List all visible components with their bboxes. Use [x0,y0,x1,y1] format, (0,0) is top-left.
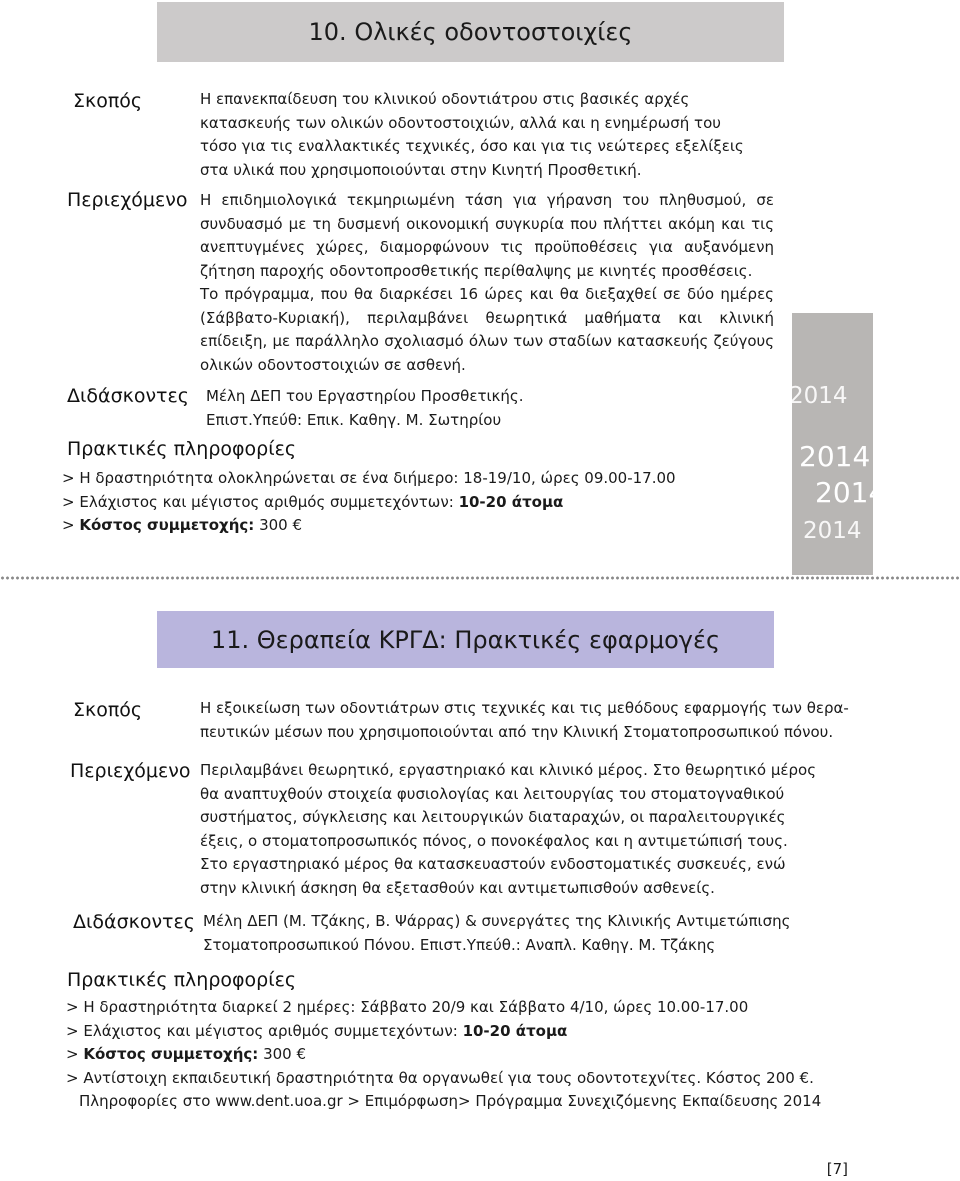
section-11-title: 11. Θεραπεία ΚΡΓΔ: Πρακτικές εφαρμογές [210,625,721,654]
text-line: στην κλινική άσκηση θα εξετασθούν και αντιμετωπισθούν ασθενείς. [200,878,715,897]
text-line: συστήματος, σύγκλεισης και λειτουργικών διαταραχών, οι παραλειτουργικές [200,808,786,826]
section-11-title-banner [157,611,774,668]
text-line: θα αναπτυχθούν στοιχεία φυσιολογίας και λειτουργίας του στοματογναθικού [200,784,785,803]
text-line: Η εξοικείωση των οδοντιάτρων στις τεχνικές και τις μεθόδους εφαρμογής των θερα- [200,699,849,717]
section-10-content-text [200,189,774,377]
section-10-scope-label: Σκοπός [73,90,143,112]
text-line: Μέλη ΔΕΠ του Εργαστηρίου Προσθετικής. [206,387,524,405]
section-11-content-label: Περιεχόμενο [70,760,191,782]
section-11-content-text [200,759,840,900]
section-11-practical-label: Πρακτικές πληροφορίες [67,969,297,991]
text-line: κατασκευής των ολικών οδοντοστοιχιών, αλλά και η ενημέρωσή του [200,113,721,132]
text-line: Η επανεκπαίδευση του κλινικού οδοντιάτρου στις βασικές αρχές [200,90,690,108]
text-line: στα υλικά που χρησιμοποιούνται στην Κινητή Προσθετική. [200,160,642,179]
list-item: > Ελάχιστος και μέγιστος αριθμός συμμετεχόντων: 10-20 άτομα [66,1021,568,1040]
year-label: 2014 [815,476,887,509]
year-label: 2014 [789,383,848,409]
list-item: > Η δραστηριότητα διαρκεί 2 ημέρες: Σάββατο 20/9 και Σάββατο 4/10, ώρες 10.00-17.00 [66,998,749,1016]
list-item: > Κόστος συμμετοχής: 300 € [62,516,303,534]
section-10-practical-list [62,467,676,538]
text-line: Στοματοπροσωπικού Πόνου. Επιστ.Υπεύθ.: Αναπλ. Καθηγ. Μ. Τζάκης [203,935,716,954]
text-line: έξεις, ο στοματοπροσωπικός πόνος, ο πονοκέφαλος και η αντιμετώπισή τους. [200,831,788,850]
content-paragraph-2: Το πρόγραμμα, που θα διαρκέσει 16 ώρες και θα διεξαχθεί σε δύο ημέρες (Σάββατο-Κυριακή), περιλαμβάνει θεωρητικά μαθήματα και κλινική επίδειξη, με παράλληλο σχολιασμό όλων των σταδίων κατασκευής ζεύγους ολικών οδοντοστοιχιών σε ασθενή. [200,285,774,374]
text-line: Μέλη ΔΕΠ (Μ. Τζάκης, Β. Ψάρρας) & συνεργάτες της Κλινικής Αντιμετώπισης [203,912,791,930]
text-line: Περιλαμβάνει θεωρητικό, εργαστηριακό και κλινικό μέρος. Στο θεωρητικό μέρος [200,761,816,779]
text-line: τόσο για τις εναλλακτικές τεχνικές, όσο και για τις νεώτερες εξελίξεις [200,137,744,155]
section-10-practical-label: Πρακτικές πληροφορίες [67,438,297,460]
page-number: [7] [826,1160,848,1178]
section-11-teachers-text [203,910,843,957]
section-10-title: 10. Ολικές οδοντοστοιχίες [308,18,633,46]
section-11-scope-text [200,697,880,744]
section-10-title-banner [157,2,784,62]
year-label: 2014 [799,440,871,473]
content-paragraph-1: Η επιδημιολογικά τεκμηριωμένη τάση για γήρανση του πληθυσμού, σε συνδυασμό με τη δυσμενή οικονομική συγκυρία που πλήττει ακόμη και τις ανεπτυγμένες χώρες, διαμορφώνουν τις προϋποθέσεις για αυξανόμενη ζήτηση παροχής οδοντοπροσθετικής περίθαλψης με κινητές προσθέσεις. [200,191,774,280]
text-line: Στο εργαστηριακό μέρος θα κατασκευαστούν ενδοστοματικές συσκευές, ενώ [200,855,786,873]
dotted-divider [0,576,960,580]
text-line: Επιστ.Υπεύθ: Επικ. Καθηγ. Μ. Σωτηρίου [206,410,502,429]
year-label: 2014 [803,518,862,544]
text-line: πευτικών μέσων που χρησιμοποιούνται από την Κλινική Στοματοπροσωπικού πόνου. [200,722,834,741]
list-item: > Κόστος συμμετοχής: 300 € [66,1045,307,1063]
section-11-teachers-label: Διδάσκοντες [73,911,195,933]
section-11-practical-list [66,996,821,1114]
section-10-scope-text [200,88,790,182]
section-10-content-label: Περιεχόμενο [67,189,188,211]
list-item: Πληροφορίες στο www.dent.uoa.gr > Επιμόρφωση> Πρόγραμμα Συνεχιζόμενης Εκπαίδευσης 2014 [79,1092,822,1110]
list-item: > Ελάχιστος και μέγιστος αριθμός συμμετεχόντων: 10-20 άτομα [62,492,564,511]
list-item: > Αντίστοιχη εκπαιδευτική δραστηριότητα θα οργανωθεί για τους οδοντοτεχνίτες. Κόστος 200 €. [66,1068,814,1087]
list-item: > Η δραστηριότητα ολοκληρώνεται σε ένα διήμερο: 18-19/10, ώρες 09.00-17.00 [62,469,676,487]
section-10-teachers-label: Διδάσκοντες [67,385,189,407]
section-10-teachers-text [206,385,766,432]
section-11-scope-label: Σκοπός [73,699,143,721]
